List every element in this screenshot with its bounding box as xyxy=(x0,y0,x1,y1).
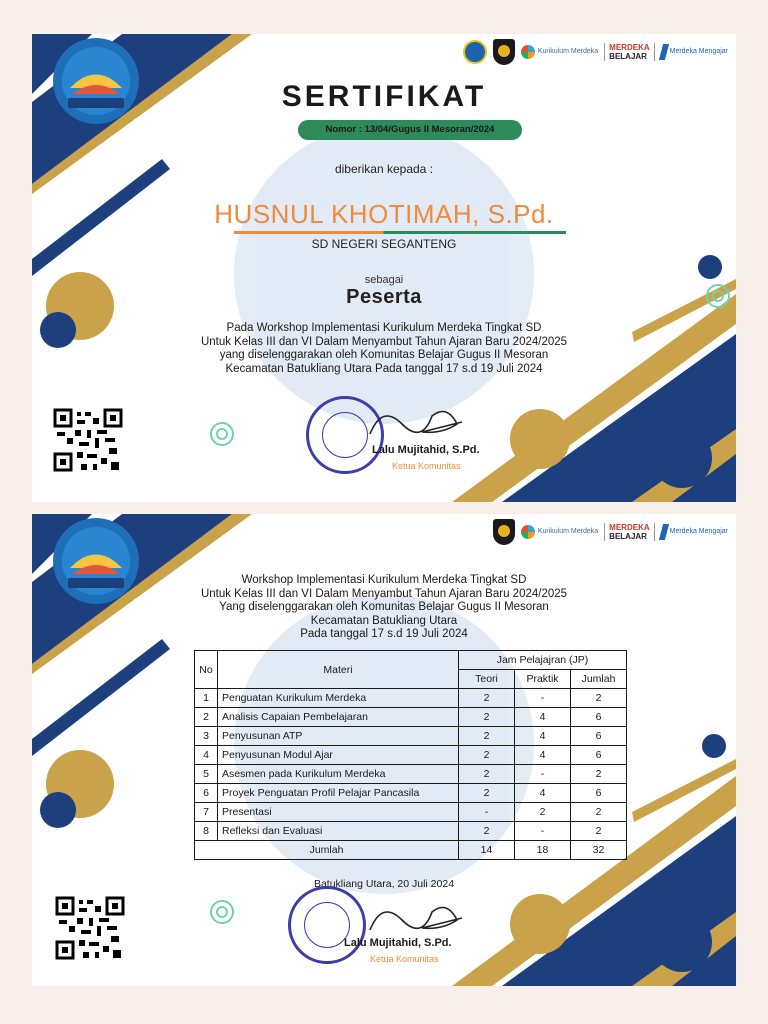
cell-teori: 2 xyxy=(459,784,515,803)
kurikulum-merdeka-label: Kurikulum Merdeka xyxy=(537,528,599,535)
cell-no: 2 xyxy=(195,708,218,727)
wave-ornament xyxy=(210,422,234,446)
as-label: sebagai xyxy=(364,274,404,286)
kurikulum-merdeka-label: Kurikulum Merdeka xyxy=(537,48,599,55)
schedule-table xyxy=(194,650,627,860)
cell-teori: 2 xyxy=(459,727,515,746)
merdeka-mengajar-icon xyxy=(658,44,668,60)
table-row xyxy=(195,727,627,746)
cell-materi: Proyek Penguatan Profil Pelajar Pancasila xyxy=(218,784,459,803)
recipient-name: HUSNUL KHOTIMAH, S.Pd. xyxy=(214,199,554,229)
signer-role: Ketua Komunitas xyxy=(370,954,439,964)
cell-jumlah: 6 xyxy=(571,784,627,803)
table-row xyxy=(195,822,627,841)
province-emblem xyxy=(493,519,515,545)
cell-materi: Presentasi xyxy=(218,803,459,822)
cell-praktik: - xyxy=(515,822,571,841)
cell-praktik: 2 xyxy=(515,803,571,822)
signer-role: Ketua Komunitas xyxy=(392,461,461,471)
cell-no: 5 xyxy=(195,765,218,784)
merdeka-mengajar-logo xyxy=(661,44,728,60)
community-stamp xyxy=(288,886,366,964)
place-date: Batukliang Utara, 20 Juli 2024 xyxy=(313,878,455,890)
kurikulum-merdeka-logo xyxy=(521,525,598,539)
total-teori: 14 xyxy=(459,841,515,860)
cell-praktik: 4 xyxy=(515,727,571,746)
tut-wuri-handayani-logo xyxy=(463,40,487,64)
certificate-back xyxy=(32,514,736,986)
cell-materi: Penyusunan Modul Ajar xyxy=(218,746,459,765)
header-logos xyxy=(493,517,728,547)
merdeka-mengajar-label: Merdeka Mengajar xyxy=(669,48,728,55)
table-row xyxy=(195,784,627,803)
cell-jumlah: 2 xyxy=(571,822,627,841)
cell-no: 3 xyxy=(195,727,218,746)
cell-materi: Analisis Capaian Pembelajaran xyxy=(218,708,459,727)
col-header-praktik: Praktik xyxy=(515,670,571,689)
cell-no: 1 xyxy=(195,689,218,708)
cell-praktik: 4 xyxy=(515,746,571,765)
kurikulum-merdeka-icon xyxy=(521,45,535,59)
header-logos xyxy=(463,37,728,67)
total-row xyxy=(195,841,627,860)
table-row xyxy=(195,689,627,708)
table-row xyxy=(195,746,627,765)
cell-teori: 2 xyxy=(459,746,515,765)
schedule-description: Workshop Implementasi Kurikulum Merdeka Tingkat SD Untuk Kelas III dan VI Dalam Menyambut Tahun Ajaran Baru 2024/2025 Yang diselenggarakan oleh Komunitas Belajar Gugus II Mesoran Kecamatan Batukliang Utara Pada tanggal 17 s.d 19 Juli 2024 xyxy=(200,574,568,640)
cell-materi: Penguatan Kurikulum Merdeka xyxy=(218,689,459,708)
cell-jumlah: 2 xyxy=(571,689,627,708)
col-header-materi: Materi xyxy=(218,651,459,689)
merdeka-belajar-logo: MERDEKA BELAJAR xyxy=(604,523,654,541)
merdeka-mengajar-icon xyxy=(658,524,668,540)
cell-no: 7 xyxy=(195,803,218,822)
signer-name: Lalu Mujitahid, S.Pd. xyxy=(372,444,480,456)
cell-jumlah: 2 xyxy=(571,803,627,822)
cell-teori: 2 xyxy=(459,822,515,841)
cell-jumlah: 6 xyxy=(571,708,627,727)
col-header-jp: Jam Pelajajran (JP) xyxy=(459,651,627,670)
total-praktik: 18 xyxy=(515,841,571,860)
cell-praktik: - xyxy=(515,689,571,708)
col-header-jumlah: Jumlah xyxy=(571,670,627,689)
cell-no: 4 xyxy=(195,746,218,765)
cell-teori: 2 xyxy=(459,765,515,784)
cell-praktik: 4 xyxy=(515,708,571,727)
cell-teori: 2 xyxy=(459,689,515,708)
cell-jumlah: 6 xyxy=(571,746,627,765)
certificate-title: SERTIFIKAT xyxy=(281,80,487,113)
certificate-front xyxy=(32,34,736,502)
signer-name: Lalu Mujitahid, S.Pd. xyxy=(344,937,452,949)
cell-materi: Asesmen pada Kurikulum Merdeka xyxy=(218,765,459,784)
merdeka-mengajar-logo xyxy=(661,524,728,540)
wave-ornament xyxy=(210,900,234,924)
merdeka-belajar-logo: MERDEKA BELAJAR xyxy=(604,43,654,61)
cell-praktik: 4 xyxy=(515,784,571,803)
province-emblem xyxy=(493,39,515,65)
cell-teori: - xyxy=(459,803,515,822)
table-row xyxy=(195,765,627,784)
recipient-underline xyxy=(234,231,566,234)
recipient-role: Peserta xyxy=(346,286,422,308)
qr-code xyxy=(55,896,125,960)
cell-praktik: - xyxy=(515,765,571,784)
table-row xyxy=(195,708,627,727)
cell-no: 6 xyxy=(195,784,218,803)
col-header-teori: Teori xyxy=(459,670,515,689)
cell-no: 8 xyxy=(195,822,218,841)
total-label: Jumlah xyxy=(195,841,459,860)
kurikulum-merdeka-logo xyxy=(521,45,598,59)
kurikulum-merdeka-icon xyxy=(521,525,535,539)
total-jumlah: 32 xyxy=(571,841,627,860)
cell-jumlah: 2 xyxy=(571,765,627,784)
given-to-label: diberikan kepada : xyxy=(334,162,434,176)
certificate-number: Nomor : 13/04/Gugus II Mesoran/2024 xyxy=(298,120,522,140)
cell-jumlah: 6 xyxy=(571,727,627,746)
cell-materi: Penyusunan ATP xyxy=(218,727,459,746)
qr-code xyxy=(53,408,123,472)
wave-ornament xyxy=(706,284,730,308)
table-row xyxy=(195,803,627,822)
merdeka-mengajar-label: Merdeka Mengajar xyxy=(669,528,728,535)
cell-materi: Refleksi dan Evaluasi xyxy=(218,822,459,841)
recipient-school: SD NEGERI SEGANTENG xyxy=(311,237,457,251)
col-header-no: No xyxy=(195,651,218,689)
certificate-description: Pada Workshop Implementasi Kurikulum Merdeka Tingkat SD Untuk Kelas III dan VI Dalam Menyambut Tahun Ajaran Baru 2024/2025 yang diselenggarakan oleh Komunitas Belajar Gugus II Mesoran Kecamatan Batukliang Utara Pada tanggal 17 s.d 19 Juli 2024 xyxy=(200,322,568,375)
cell-teori: 2 xyxy=(459,708,515,727)
